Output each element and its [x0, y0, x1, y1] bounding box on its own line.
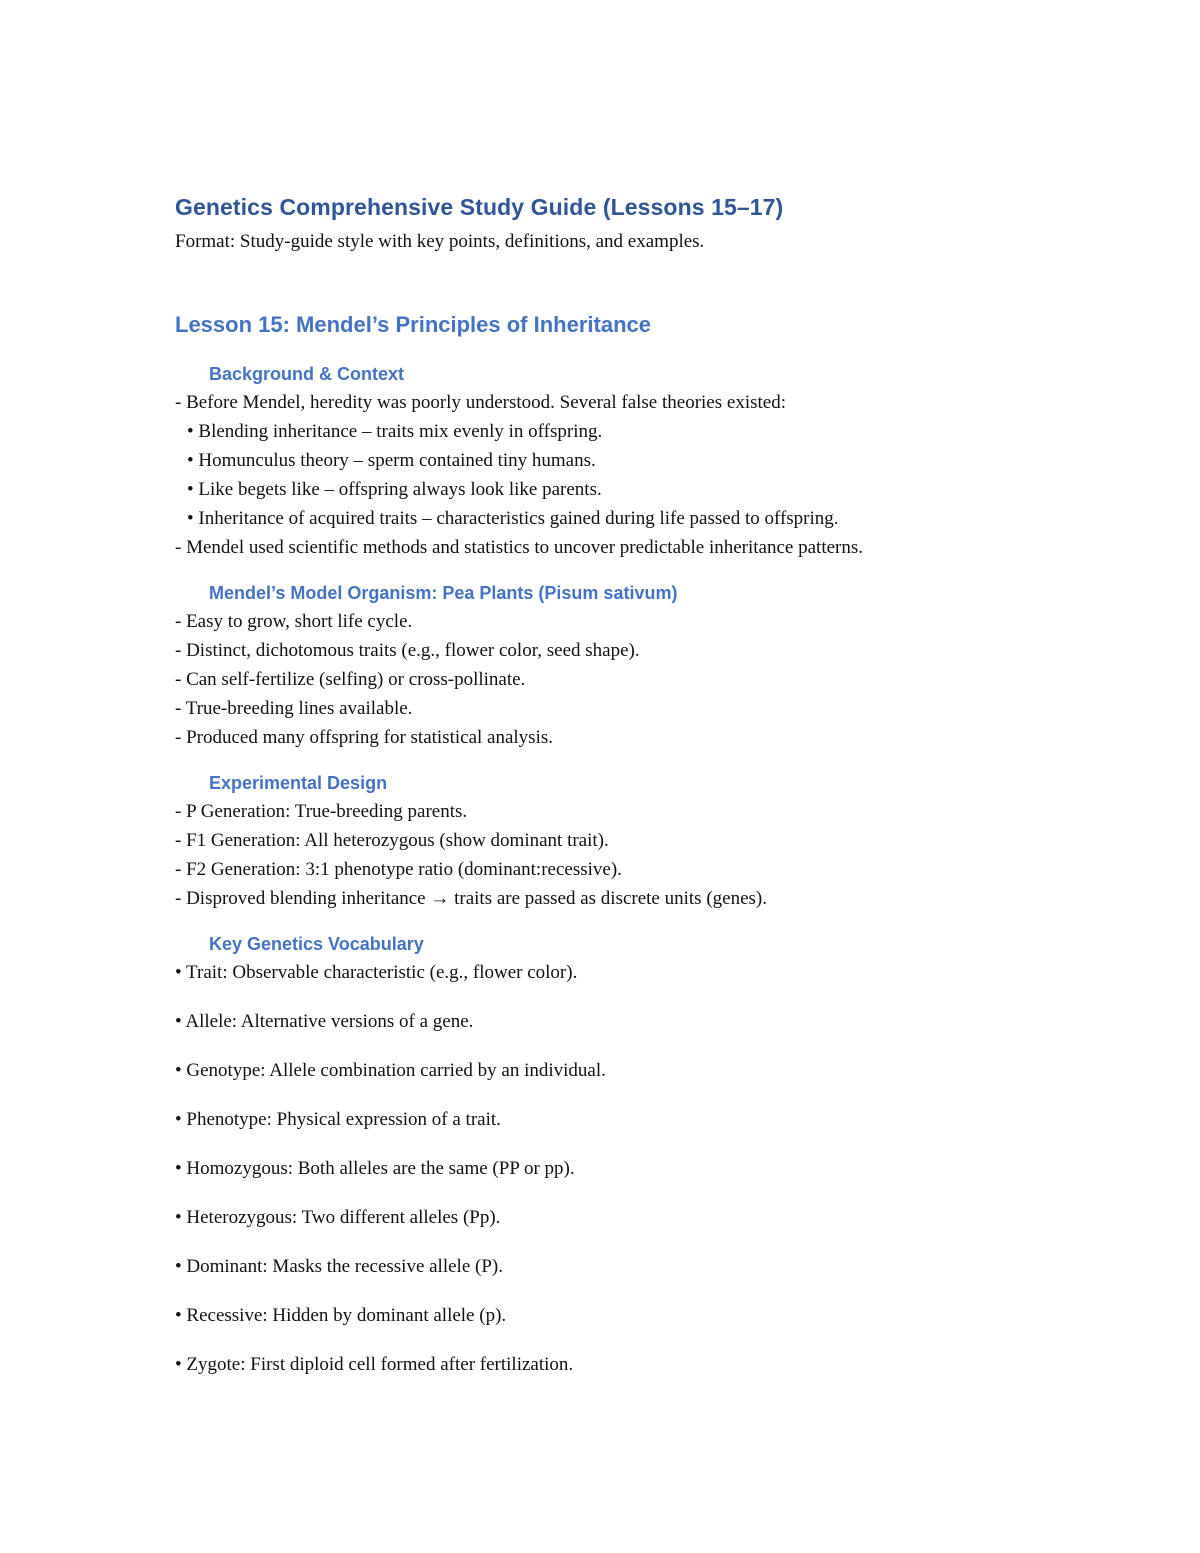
vocabulary-item: • Zygote: First diploid cell formed after fertilization. — [175, 1354, 574, 1375]
vocabulary-item: • Genotype: Allele combination carried by an individual. — [175, 1060, 606, 1081]
vocabulary-item: • Homozygous: Both alleles are the same (PP or pp). — [175, 1158, 575, 1179]
section-vocabulary — [175, 930, 1035, 1379]
background-line: - Mendel used scientific methods and statistics to uncover predictable inheritance patterns. — [175, 537, 863, 558]
background-bullet: • Blending inheritance – traits mix evenly in offspring. — [187, 421, 603, 442]
format-note: Format: Study-guide style with key points, definitions, and examples. — [175, 231, 705, 252]
section-model-organism — [175, 579, 1035, 752]
lesson-15-heading: Lesson 15: Mendel’s Principles of Inheritance — [175, 312, 651, 337]
model-organism-line: - Easy to grow, short life cycle. — [175, 611, 413, 632]
section-heading-background: Background & Context — [209, 364, 405, 384]
document-title: Genetics Comprehensive Study Guide (Lessons 15–17) — [175, 194, 784, 220]
model-organism-line: - Distinct, dichotomous traits (e.g., flower color, seed shape). — [175, 640, 640, 661]
experimental-design-line: - F1 Generation: All heterozygous (show dominant trait). — [175, 830, 609, 851]
section-experimental-design — [175, 769, 1035, 913]
document-body — [175, 190, 1035, 1399]
background-bullet: • Homunculus theory – sperm contained tiny humans. — [187, 450, 596, 471]
experimental-design-line: - Disproved blending inheritance → traits are passed as discrete units (genes). — [175, 888, 767, 909]
experimental-design-line: - F2 Generation: 3:1 phenotype ratio (dominant:recessive). — [175, 859, 622, 880]
vocabulary-item: • Recessive: Hidden by dominant allele (p). — [175, 1305, 507, 1326]
model-organism-line: - True-breeding lines available. — [175, 698, 413, 719]
section-heading-vocabulary: Key Genetics Vocabulary — [209, 934, 424, 954]
vocabulary-item: • Phenotype: Physical expression of a trait. — [175, 1109, 501, 1130]
section-heading-experimental-design: Experimental Design — [209, 773, 388, 793]
vocabulary-item: • Allele: Alternative versions of a gene. — [175, 1011, 474, 1032]
vocabulary-list — [175, 958, 1035, 1379]
experimental-design-line: - P Generation: True-breeding parents. — [175, 801, 468, 822]
vocabulary-item: • Dominant: Masks the recessive allele (P). — [175, 1256, 503, 1277]
section-heading-model-organism: Mendel’s Model Organism: Pea Plants (Pisum sativum) — [209, 583, 678, 603]
vocabulary-item: • Trait: Observable characteristic (e.g., flower color). — [175, 962, 578, 983]
vocabulary-item: • Heterozygous: Two different alleles (Pp). — [175, 1207, 501, 1228]
background-bullet: • Inheritance of acquired traits – characteristics gained during life passed to offspring. — [187, 508, 839, 529]
model-organism-line: - Produced many offspring for statistical analysis. — [175, 727, 553, 748]
section-background — [175, 360, 1035, 562]
model-organism-line: - Can self-fertilize (selfing) or cross-pollinate. — [175, 669, 526, 690]
background-bullet: • Like begets like – offspring always look like parents. — [187, 479, 602, 500]
background-line: - Before Mendel, heredity was poorly understood. Several false theories existed: — [175, 392, 786, 413]
